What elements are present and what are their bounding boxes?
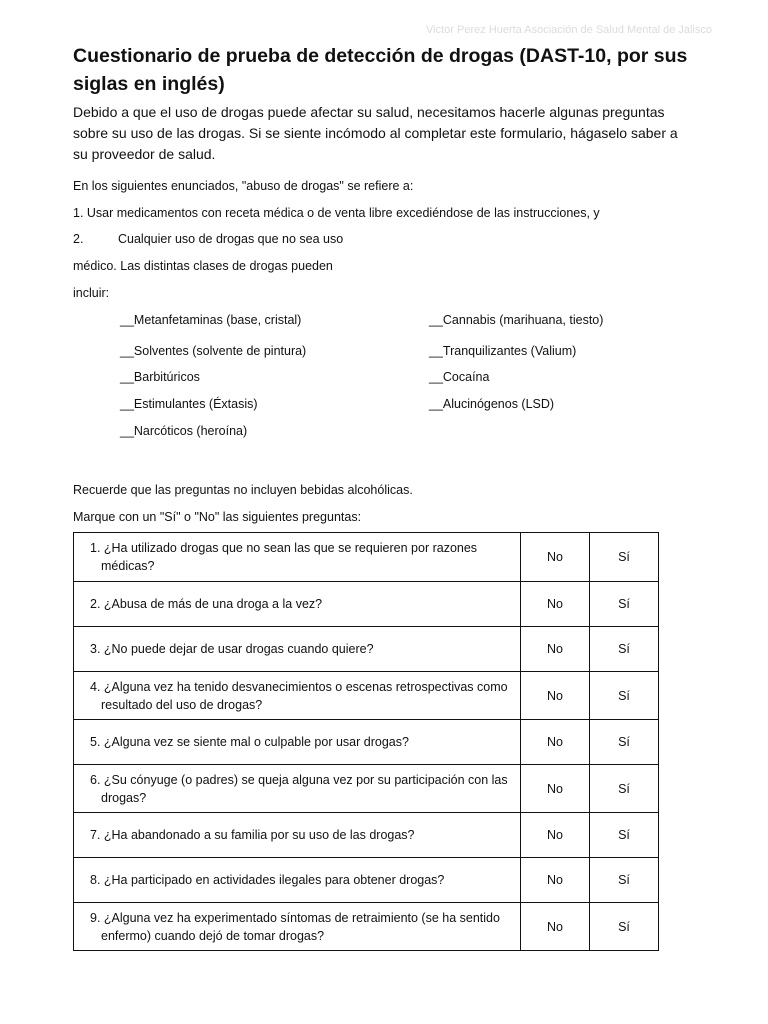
question-cell — [74, 582, 521, 627]
answer-no-option[interactable]: No — [521, 858, 590, 903]
definition-item-2-text: Cualquier uso de drogas que no sea uso — [118, 232, 344, 246]
drug-blank-tranquilizantes[interactable]: __Tranquilizantes (Valium) — [429, 344, 577, 358]
question-text: 8. ¿Ha participado en actividades ilegales para obtener drogas? — [90, 873, 445, 887]
question-text: 3. ¿No puede dejar de usar drogas cuando quiere? — [90, 642, 374, 656]
answer-yes-option[interactable]: Sí — [590, 813, 659, 858]
question-text: 5. ¿Alguna vez se siente mal o culpable por usar drogas? — [90, 735, 409, 749]
instruction-text: Marque con un "Sí" o "No" las siguientes preguntas: — [73, 510, 362, 524]
question-text: 1. ¿Ha utilizado drogas que no sean las que se requieren por razones médicas? — [90, 541, 478, 573]
drug-blank-cannabis[interactable]: __Cannabis (marihuana, tiesto) — [429, 313, 604, 327]
table-row — [74, 813, 659, 858]
answer-no-option[interactable]: No — [521, 813, 590, 858]
answer-no-option[interactable]: No — [521, 672, 590, 720]
answer-yes-option[interactable]: Sí — [590, 765, 659, 813]
answer-no-option[interactable]: No — [521, 582, 590, 627]
question-cell — [74, 765, 521, 813]
drug-blank-estimulantes[interactable]: __Estimulantes (Éxtasis) — [120, 397, 258, 411]
question-text: 9. ¿Alguna vez ha experimentado síntomas de retraimiento (se ha sentido enfermo) cuando dejó de tomar drogas? — [90, 910, 500, 943]
drug-blank-narcoticos[interactable]: __Narcóticos (heroína) — [120, 424, 248, 438]
question-cell — [74, 672, 521, 720]
definition-item-1: 1. Usar medicamentos con receta médica o de venta libre excediéndose de las instrucciones, y — [73, 206, 600, 220]
question-cell — [74, 858, 521, 903]
intro-paragraph: Debido a que el uso de drogas puede afectar su salud, necesitamos hacerle algunas preguntas sobre su uso de las drogas. Si se siente incómodo al completar este formulario, hágaselo saber a su proveedor de salud. — [73, 104, 678, 162]
definition-intro: En los siguientes enunciados, "abuso de drogas" se refiere a: — [73, 179, 414, 193]
table-row — [74, 533, 659, 582]
watermark: Victor Perez Huerta Asociación de Salud Mental de Jalisco — [426, 24, 712, 36]
reminder-text: Recuerde que las preguntas no incluyen bebidas alcohólicas. — [73, 483, 413, 497]
drug-blank-alucinogenos[interactable]: __Alucinógenos (LSD) — [429, 397, 555, 411]
table-row — [74, 720, 659, 765]
definition-item-2-continued: médico. Las distintas clases de drogas pueden — [73, 259, 333, 273]
question-cell — [74, 903, 521, 951]
answer-yes-option[interactable]: Sí — [590, 582, 659, 627]
table-row — [74, 672, 659, 720]
answer-yes-option[interactable]: Sí — [590, 858, 659, 903]
drug-blank-solventes[interactable]: __Solventes (solvente de pintura) — [120, 344, 307, 358]
answer-yes-option[interactable]: Sí — [590, 720, 659, 765]
question-text: 6. ¿Su cónyuge (o padres) se queja alguna vez por su participación con las drogas? — [90, 772, 508, 805]
answer-no-option[interactable]: No — [521, 765, 590, 813]
table-row — [74, 627, 659, 672]
drug-blank-metanfetaminas[interactable]: __Metanfetaminas (base, cristal) — [120, 313, 302, 327]
drug-blank-barbituricos[interactable]: __Barbitúricos — [120, 370, 200, 384]
question-cell — [74, 813, 521, 858]
table-row — [74, 765, 659, 813]
question-text: 4. ¿Alguna vez ha tenido desvanecimientos o escenas retrospectivas como resultado del uso de drogas? — [90, 679, 508, 712]
definition-item-2-end: incluir: — [73, 286, 110, 300]
page-title: Cuestionario de prueba de detección de drogas (DAST-10, por sus siglas en inglés) — [73, 45, 688, 95]
answer-no-option[interactable]: No — [521, 720, 590, 765]
question-text: 7. ¿Ha abandonado a su familia por su uso de las drogas? — [90, 828, 415, 842]
answer-yes-option[interactable]: Sí — [590, 672, 659, 720]
table-row — [74, 858, 659, 903]
answer-yes-option[interactable]: Sí — [590, 533, 659, 582]
answer-yes-option[interactable]: Sí — [590, 903, 659, 951]
question-cell — [74, 720, 521, 765]
definition-item-2 — [73, 231, 343, 247]
drug-blank-cocaina[interactable]: __Cocaína — [429, 370, 490, 384]
questions-table — [73, 532, 659, 951]
table-row — [74, 582, 659, 627]
answer-no-option[interactable]: No — [521, 903, 590, 951]
question-text: 2. ¿Abusa de más de una droga a la vez? — [90, 597, 323, 611]
question-cell — [74, 533, 521, 582]
definition-item-2-number: 2. — [73, 232, 84, 246]
answer-no-option[interactable]: No — [521, 533, 590, 582]
answer-yes-option[interactable]: Sí — [590, 627, 659, 672]
question-cell — [74, 627, 521, 672]
answer-no-option[interactable]: No — [521, 627, 590, 672]
table-row — [74, 903, 659, 951]
